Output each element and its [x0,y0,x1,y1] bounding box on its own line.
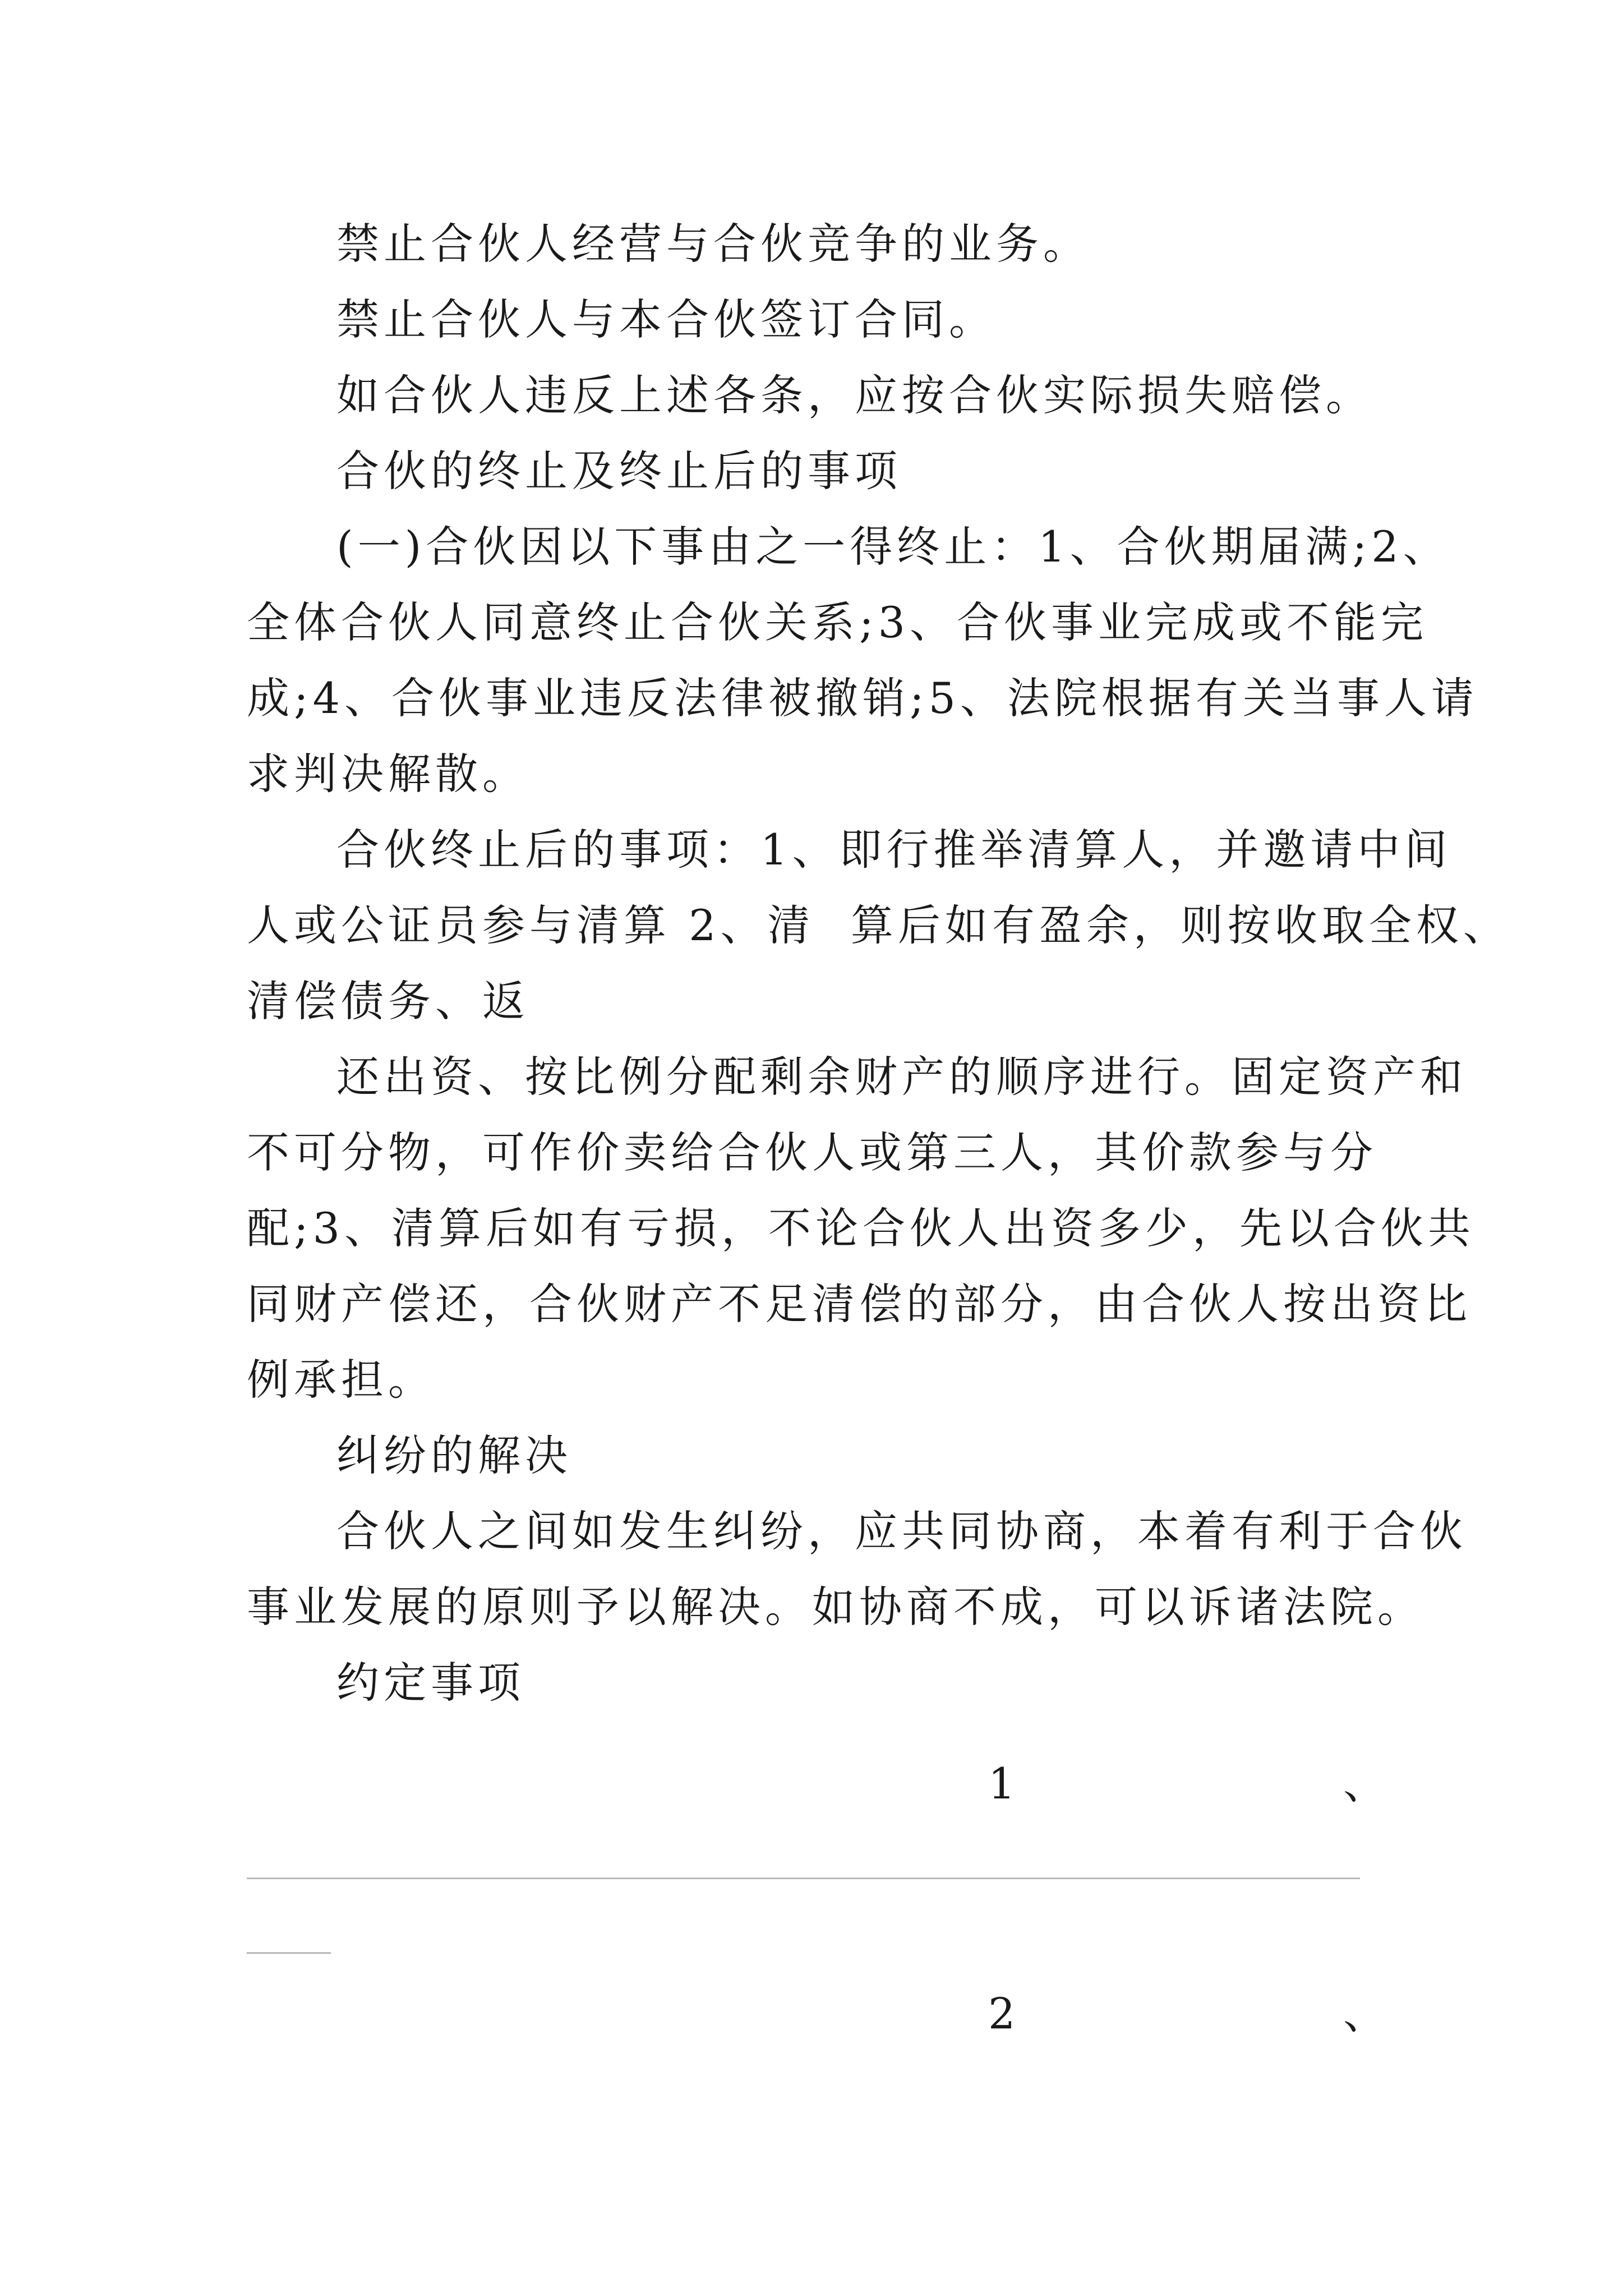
section-heading: 纠纷的解决 [336,1430,572,1480]
section-heading: 约定事项 [336,1658,525,1708]
item-mark: 、 [1343,1989,1386,2039]
paragraph-line: 禁止合伙人与本合伙签订合同。 [336,295,996,344]
paragraph-line: 如合伙人违反上述各条，应按合伙实际损失赔偿。 [336,370,1373,420]
item-mark: 、 [1343,1759,1386,1809]
paragraph-line: (一)合伙因以下事由之一得终止：1、合伙期届满;2、 [336,522,1450,572]
paragraph-line: 求判决解散。 [247,749,529,799]
paragraph-line: 人或公证员参与清算 2、清 算后如有盈余，则按收取全权、 [247,900,1510,950]
paragraph-line: 合伙人之间如发生纠纷，应共同协商，本着有利于合伙 [336,1506,1467,1556]
paragraph-line: 禁止合伙人经营与合伙竞争的业务。 [336,219,1090,269]
paragraph-line: 成;4、合伙事业违反法律被撤销;5、法院根据有关当事人请 [247,673,1478,723]
paragraph-line: 配;3、清算后如有亏损，不论合伙人出资多少，先以合伙共 [247,1203,1475,1253]
blank-fill-line [247,1878,1360,1879]
paragraph-line: 合伙终止后的事项：1、即行推举清算人，并邀请中间 [336,825,1452,875]
paragraph-line: 例承担。 [247,1355,435,1405]
paragraph-line: 事业发展的原则予以解决。如协商不成，可以诉诸法院。 [247,1582,1424,1632]
section-heading: 合伙的终止及终止后的事项 [336,446,902,496]
blank-fill-line-short [247,1952,331,1954]
item-number: 2 [988,1989,1016,2039]
item-number: 1 [988,1759,1016,1809]
paragraph-line: 还出资、按比例分配剩余财产的顺序进行。固定资产和 [336,1052,1467,1102]
paragraph-line: 清偿债务、返 [247,976,529,1026]
paragraph-line: 全体合伙人同意终止合伙关系;3、合伙事业完成或不能完 [247,597,1428,647]
paragraph-line: 不可分物，可作价卖给合伙人或第三人，其价款参与分 [247,1128,1377,1177]
paragraph-line: 同财产偿还，合伙财产不足清偿的部分，由合伙人按出资比 [247,1279,1472,1329]
